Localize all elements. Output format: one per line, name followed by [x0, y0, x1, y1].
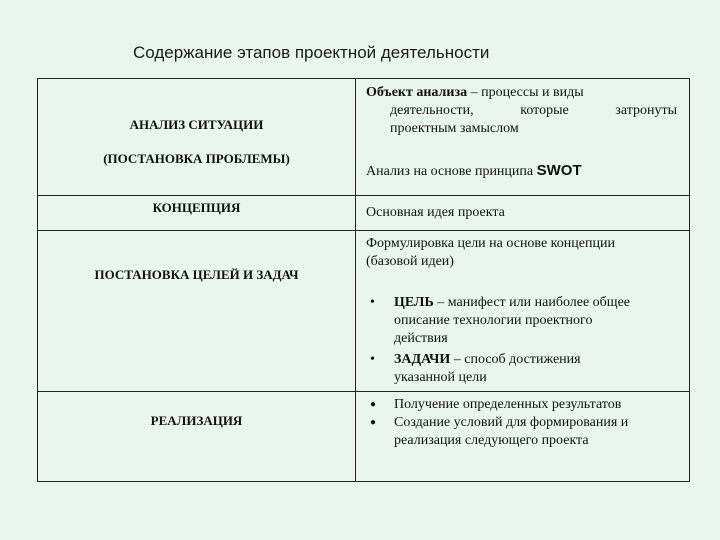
page-title: Содержание этапов проектной деятельности [133, 43, 490, 62]
stage-cell-goals [38, 231, 356, 392]
bullet-line: реализация следующего проекта [394, 433, 589, 448]
content-cell-concept [356, 196, 690, 231]
bullet-icon: ● [370, 417, 377, 428]
stage-label: КОНЦЕПЦИЯ [152, 200, 241, 215]
content-cell-analysis [356, 79, 690, 196]
swot-text [366, 162, 677, 181]
content-cell-goals [356, 231, 690, 392]
list-item [366, 396, 677, 414]
stage-label: АНАЛИЗ СИТУАЦИИ [129, 117, 264, 132]
bullet-line: описание технологии проектного [394, 313, 593, 328]
object-analysis-term: Объект анализа [366, 85, 468, 100]
stages-table [37, 78, 690, 482]
stage-label: РЕАЛИЗАЦИЯ [150, 413, 243, 428]
object-analysis-line3: проектным замыслом [390, 121, 519, 136]
goals-intro-line: Формулировка цели на основе концепции [366, 236, 615, 251]
swot-prefix: Анализ на основе принципа [366, 164, 537, 179]
bullet-line: Получение определенных результатов [394, 397, 622, 412]
goals-intro-line: (базовой идеи) [366, 254, 454, 269]
concept-text: Основная идея проекта [366, 205, 505, 220]
goals-bullet-list [366, 294, 677, 387]
bullet-term: ЗАДАЧИ [394, 352, 451, 367]
stage-cell-implementation [38, 392, 356, 482]
bullet-term: ЦЕЛЬ [394, 295, 434, 310]
bullet-icon: ● [370, 399, 377, 410]
bullet-icon: • [370, 295, 375, 310]
list-item [366, 294, 677, 348]
list-item [366, 351, 677, 387]
goals-intro [366, 235, 677, 271]
stage-cell-analysis [38, 79, 356, 196]
list-item [366, 414, 677, 450]
content-cell-implementation [356, 392, 690, 482]
implementation-bullet-list [366, 396, 677, 450]
bullet-line: действия [394, 331, 448, 346]
bullet-line: Создание условий для формирования и [394, 415, 629, 430]
object-analysis-line2: деятельности, которые затронуты [390, 103, 677, 118]
bullet-line: – манифест или наиболее общее [433, 295, 631, 310]
swot-word: SWOT [536, 162, 582, 179]
bullet-line: – способ достижения [450, 352, 581, 367]
object-analysis-text [366, 84, 677, 138]
table-row [38, 392, 690, 482]
bullet-icon: • [370, 352, 375, 367]
table-row [38, 231, 690, 392]
bullet-line: указанной цели [394, 370, 487, 385]
table-row [38, 79, 690, 196]
table-row [38, 196, 690, 231]
stage-label: ПОСТАНОВКА ЦЕЛЕЙ И ЗАДАЧ [94, 267, 299, 282]
object-analysis-desc: – процессы и виды [467, 85, 584, 100]
stage-sublabel: (ПОСТАНОВКА ПРОБЛЕМЫ) [103, 151, 290, 166]
stage-cell-concept [38, 196, 356, 231]
